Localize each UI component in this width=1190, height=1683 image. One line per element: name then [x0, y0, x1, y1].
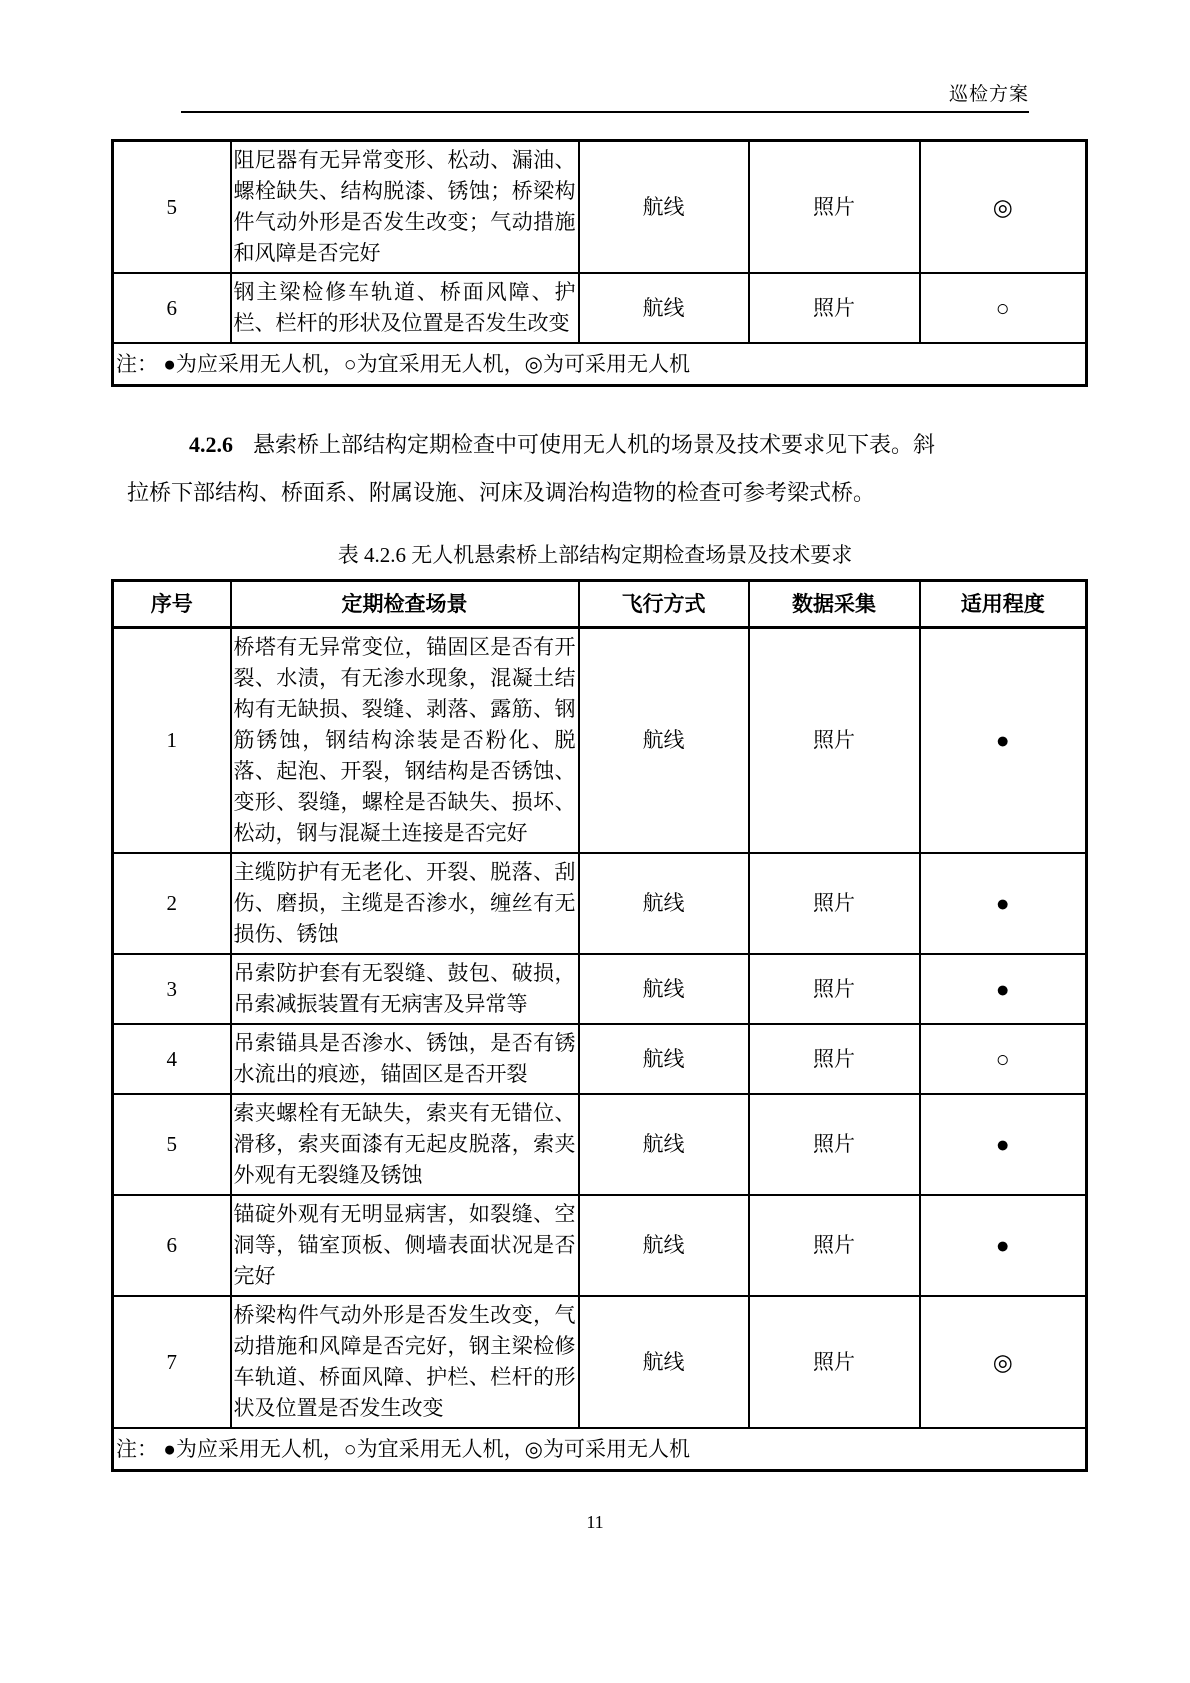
applicability-cell: ●	[920, 628, 1087, 854]
page-header	[181, 84, 1029, 113]
section-paragraph	[127, 421, 1027, 517]
flight-mode-cell: 航线	[579, 628, 749, 854]
serial-cell: 2	[113, 853, 231, 954]
flight-mode-cell: 航线	[579, 141, 749, 274]
note-cell: 注： ●为应采用无人机，○为宜采用无人机，◎为可采用无人机	[113, 1428, 1087, 1471]
table-row	[113, 853, 1087, 954]
flight-mode-cell: 航线	[579, 1296, 749, 1428]
column-header-data-collection: 数据采集	[749, 581, 920, 628]
scene-cell: 锚碇外观有无明显病害，如裂缝、空洞等，锚室顶板、侧墙表面状况是否完好	[231, 1195, 579, 1296]
data-collection-cell: 照片	[749, 273, 920, 343]
table-row	[113, 1024, 1087, 1094]
data-collection-cell: 照片	[749, 1195, 920, 1296]
applicability-cell: ●	[920, 954, 1087, 1024]
scene-cell: 吊索防护套有无裂缝、鼓包、破损，吊索减振装置有无病害及异常等	[231, 954, 579, 1024]
table-row	[113, 954, 1087, 1024]
table-caption: 表 4.2.6 无人机悬索桥上部结构定期检查场景及技术要求	[337, 543, 853, 567]
table-note-row	[113, 343, 1087, 386]
applicability-cell: ○	[920, 1024, 1087, 1094]
table-row	[113, 141, 1087, 274]
table-suspension-bridge	[111, 579, 1088, 1472]
section-text-line-2: 拉桥下部结构、桥面系、附属设施、河床及调治构造物的检查可参考梁式桥。	[127, 480, 876, 505]
data-collection-cell: 照片	[749, 1024, 920, 1094]
data-collection-cell: 照片	[749, 954, 920, 1024]
data-collection-cell: 照片	[749, 141, 920, 274]
serial-cell: 7	[113, 1296, 231, 1428]
applicability-cell: ◎	[920, 1296, 1087, 1428]
table-beam-bridge-continuation	[111, 139, 1088, 387]
section-number: 4.2.6	[189, 432, 233, 457]
serial-cell: 5	[113, 1094, 231, 1195]
applicability-cell: ○	[920, 273, 1087, 343]
scene-cell: 吊索锚具是否渗水、锈蚀，是否有锈水流出的痕迹，锚固区是否开裂	[231, 1024, 579, 1094]
header-title: 巡检方案	[948, 84, 1029, 105]
flight-mode-cell: 航线	[579, 954, 749, 1024]
scene-cell: 索夹螺栓有无缺失，索夹有无错位、滑移，索夹面漆有无起皮脱落，索夹外观有无裂缝及锈蚀	[231, 1094, 579, 1195]
serial-cell: 4	[113, 1024, 231, 1094]
serial-cell: 6	[113, 1195, 231, 1296]
page-number: 11	[586, 1512, 604, 1532]
flight-mode-cell: 航线	[579, 1195, 749, 1296]
table-row	[113, 1195, 1087, 1296]
scene-cell: 桥塔有无异常变位，锚固区是否有开裂、水渍，有无渗水现象，混凝土结构有无缺损、裂缝、剥落、露筋、钢筋锈蚀，钢结构涂装是否粉化、脱落、起泡、开裂，钢结构是否锈蚀、变形、裂缝，螺栓是否缺失、损坏、松动，钢与混凝土连接是否完好	[231, 628, 579, 854]
applicability-cell: ●	[920, 1094, 1087, 1195]
table-row	[113, 273, 1087, 343]
serial-cell: 1	[113, 628, 231, 854]
serial-cell: 5	[113, 141, 231, 274]
scene-cell: 桥梁构件气动外形是否发生改变，气动措施和风障是否完好，钢主梁检修车轨道、桥面风障、护栏、栏杆的形状及位置是否发生改变	[231, 1296, 579, 1428]
column-header-serial: 序号	[113, 581, 231, 628]
column-header-applicability: 适用程度	[920, 581, 1087, 628]
paragraph-line	[127, 432, 935, 457]
serial-cell: 6	[113, 273, 231, 343]
column-header-scene: 定期检查场景	[231, 581, 579, 628]
scene-cell: 主缆防护有无老化、开裂、脱落、刮伤、磨损，主缆是否渗水，缠丝有无损伤、锈蚀	[231, 853, 579, 954]
flight-mode-cell: 航线	[579, 1094, 749, 1195]
table-row	[113, 1094, 1087, 1195]
table-row	[113, 1296, 1087, 1428]
data-collection-cell: 照片	[749, 1094, 920, 1195]
applicability-cell: ●	[920, 1195, 1087, 1296]
applicability-cell: ◎	[920, 141, 1087, 274]
flight-mode-cell: 航线	[579, 273, 749, 343]
scene-cell: 阻尼器有无异常变形、松动、漏油、螺栓缺失、结构脱漆、锈蚀；桥梁构件气动外形是否发生改变；气动措施和风障是否完好	[231, 141, 579, 274]
serial-cell: 3	[113, 954, 231, 1024]
table-note-row	[113, 1428, 1087, 1471]
data-collection-cell: 照片	[749, 853, 920, 954]
flight-mode-cell: 航线	[579, 1024, 749, 1094]
table-header-row	[113, 581, 1087, 628]
note-cell: 注： ●为应采用无人机，○为宜采用无人机，◎为可采用无人机	[113, 343, 1087, 386]
data-collection-cell: 照片	[749, 628, 920, 854]
column-header-flight-mode: 飞行方式	[579, 581, 749, 628]
scene-cell: 钢主梁检修车轨道、桥面风障、护栏、栏杆的形状及位置是否发生改变	[231, 273, 579, 343]
section-text-line-1: 悬索桥上部结构定期检查中可使用无人机的场景及技术要求见下表。斜	[253, 432, 936, 457]
flight-mode-cell: 航线	[579, 853, 749, 954]
table-row	[113, 628, 1087, 854]
data-collection-cell: 照片	[749, 1296, 920, 1428]
applicability-cell: ●	[920, 853, 1087, 954]
